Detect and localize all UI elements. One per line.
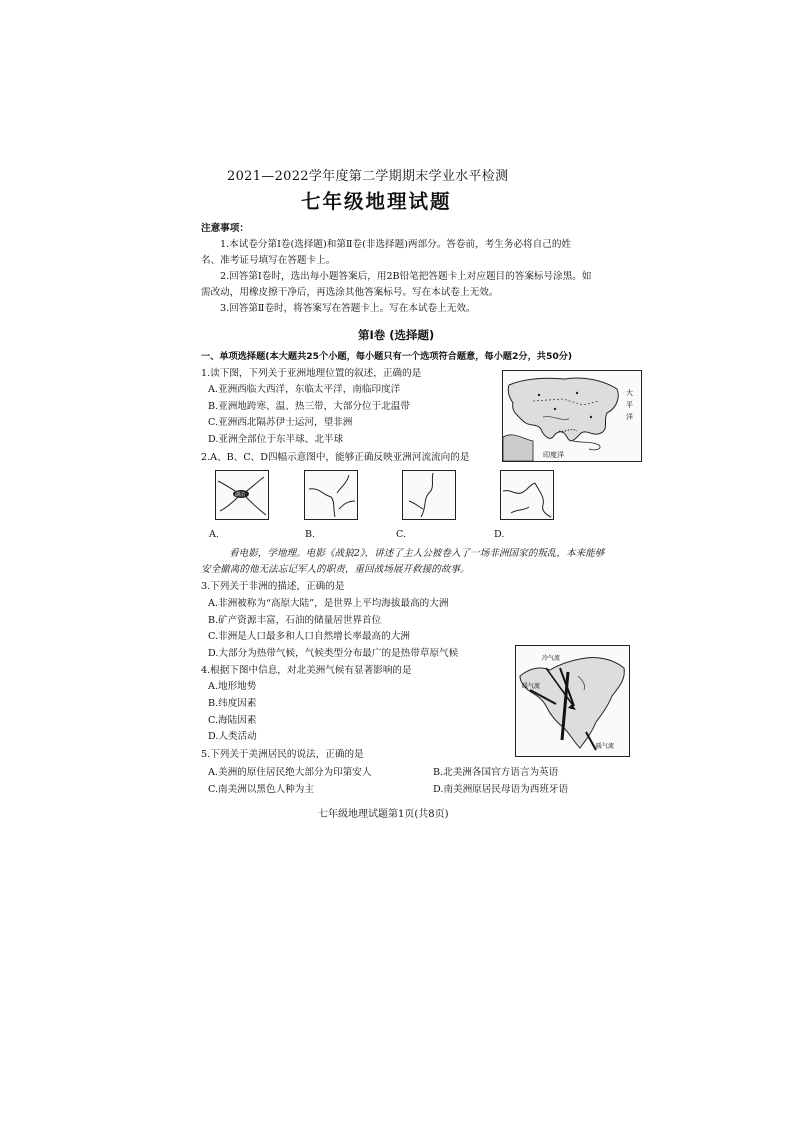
exam-header-line: 2021—2022学年度第二学期期末学业水平检测 [227, 169, 509, 184]
q3-option-c: C.非洲是人口最多和人口自然增长率最高的大洲 [208, 631, 410, 642]
page-footer: 七年级地理试题第1页(共8页) [318, 809, 449, 820]
river-diagram-b [304, 470, 358, 520]
q3-option-d: D.大部分为热带气候，气候类型分布最广的是热带草原气候 [208, 648, 459, 659]
q5-option-a: A.美洲的原住居民绝大部分为印第安人 [208, 767, 372, 778]
q1-option-b: B.亚洲地跨寒、温、热三带，大部分位于北温带 [208, 401, 410, 412]
asia-map-label-2: 平 [626, 401, 633, 409]
q4-option-d: D.人类活动 [208, 731, 257, 742]
section-instruction: 一、单项选择题(本大题共25个小题，每小题只有一个选项符合题意，每小题2分，共50分) [201, 351, 573, 362]
q1-option-a: A.亚洲西临大西洋，东临太平洋，南临印度洋 [208, 384, 401, 395]
river-diagram-c [402, 470, 456, 520]
q4-option-a: A.地形地势 [208, 681, 257, 692]
q3-option-b: B.矿产资源丰富，石油的储量居世界首位 [208, 615, 382, 626]
notice-line-1: 1.本试卷分第Ⅰ卷(选择题)和第Ⅱ卷(非选择题)两部分。答卷前，考生务必将自己的姓 [220, 239, 572, 250]
q2-option-c: C. [396, 529, 407, 540]
notice-line-3: 2.回答第Ⅰ卷时，选出每小题答案后，用2B铅笔把答题卡上对应题目的答案标号涂黑。如 [220, 271, 592, 282]
section-title: 第Ⅰ卷 (选择题) [358, 328, 435, 342]
north-america-map [515, 645, 630, 757]
notice-line-2: 名、准考证号填写在答题卡上。 [201, 255, 336, 266]
lake-label: 湖泊 [235, 492, 246, 498]
q4-option-b: B.纬度因素 [208, 698, 257, 709]
q4-option-c: C.海陆因素 [208, 715, 257, 726]
q1-stem: 1.读下图，下列关于亚洲地理位置的叙述，正确的是 [201, 368, 422, 379]
asia-map-label-3: 洋 [626, 413, 633, 421]
map-label-cold-current: 冷气流 [542, 655, 561, 662]
q1-option-c: C.亚洲西北隔苏伊士运河，望非洲 [208, 417, 353, 428]
passage-line-1: 看电影，学地理。电影《战狼2》，讲述了主人公被卷入了一场非洲国家的叛乱，本来能够 [229, 548, 605, 559]
q4-stem: 4.根据下图中信息，对北美洲气候有显著影响的是 [201, 665, 412, 676]
q3-stem: 3.下列关于非洲的描述，正确的是 [201, 581, 345, 592]
q5-option-c: C.南美洲以黑色人种为主 [208, 784, 314, 795]
q3-option-a: A.非洲被称为“高原大陆”，是世界上平均海拔最高的大洲 [208, 598, 449, 609]
notice-line-5: 3.回答第Ⅱ卷时，将答案写在答题卡上。写在本试卷上无效。 [220, 303, 476, 314]
exam-title: 七年级地理试题 [301, 190, 452, 213]
notice-label: 注意事项： [201, 223, 249, 234]
q2-option-b: B. [305, 529, 316, 540]
q1-option-d: D.亚洲全部位于东半球、北半球 [208, 434, 344, 445]
river-diagram-d [500, 470, 554, 520]
q5-option-b: B.北美洲各国官方语言为英语 [433, 767, 559, 778]
notice-line-4: 需改动，用橡皮擦干净后，再选涂其他答案标号。写在本试卷上无效。 [201, 287, 499, 298]
passage-line-2: 安全撤离的他无法忘记军人的职责，重回战场展开救援的故事。 [201, 564, 470, 575]
q2-stem: 2.A、B、C、D四幅示意图中，能够正确反映亚洲河流流向的是 [201, 452, 470, 463]
asia-map-label-4: 印度洋 [543, 451, 564, 459]
q5-option-d: D.南美洲原居民母语为西班牙语 [433, 784, 569, 795]
q2-option-a: A. [209, 529, 219, 540]
q2-option-d: D. [494, 529, 505, 540]
map-label-warm-current-south: 暖气流 [596, 743, 615, 750]
q5-stem: 5.下列关于美洲居民的说法，正确的是 [201, 749, 364, 760]
asia-map [502, 370, 642, 462]
map-label-warm-current-west: 暖气流 [522, 683, 541, 690]
asia-map-drawing [503, 371, 641, 461]
asia-map-label-1: 大 [626, 389, 633, 397]
river-diagram-a [215, 470, 269, 520]
